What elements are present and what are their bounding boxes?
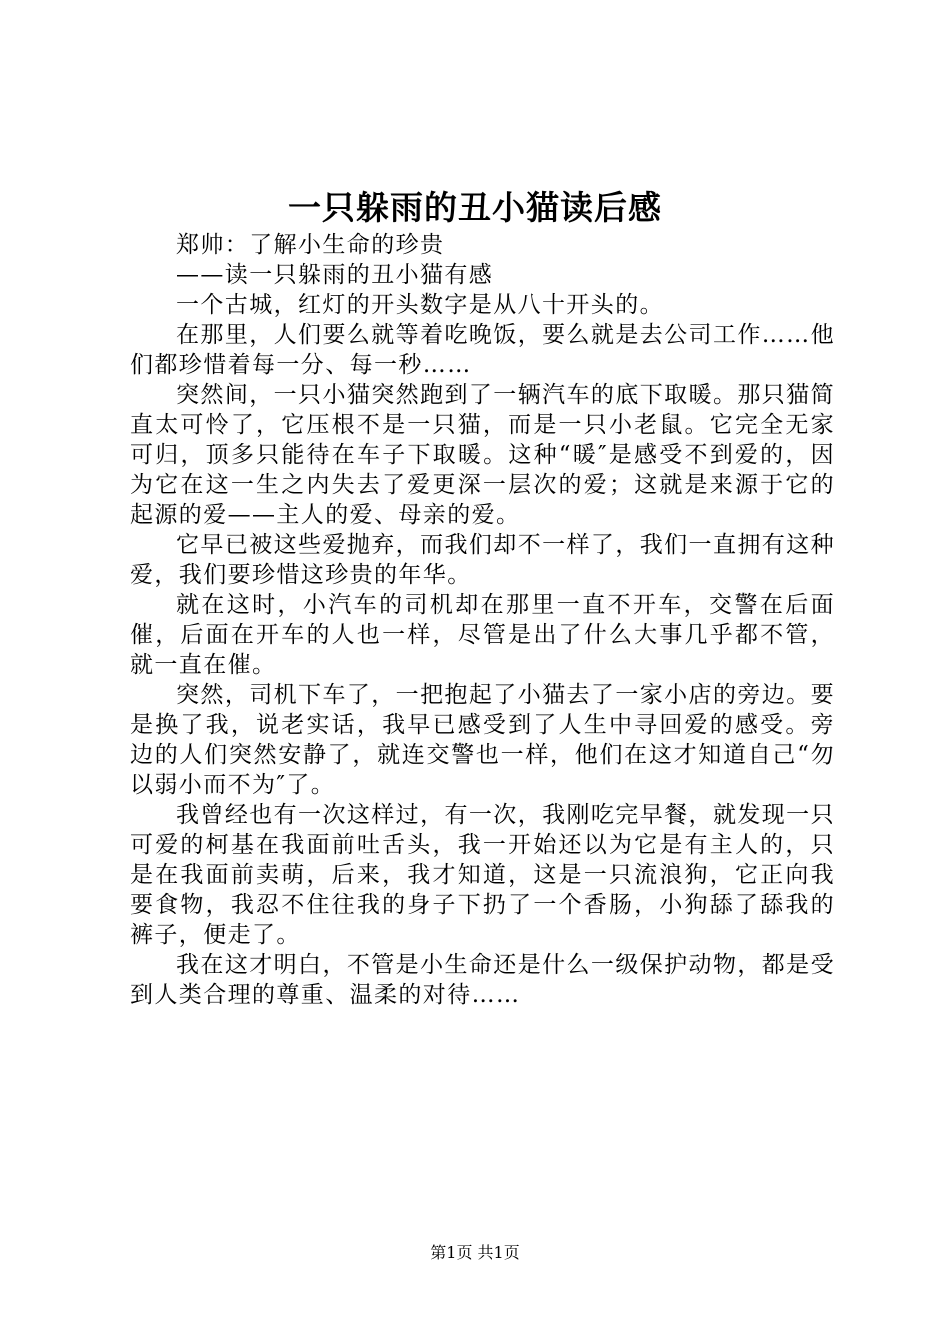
paragraph: 突然间，一只小猫突然跑到了一辆汽车的底下取暖。那只猫简直太可怜了，它压根不是一只猫，而是一只小老鼠。它完全无家可归，顶多只能待在车子下取暖。这种“暖″是感受不到爱的，因为它在这一生之内失去了爱更深一层次的爱；这就是来源于它的起源的爱——主人的爱、母亲的爱。 <box>130 382 835 528</box>
paragraph: 它早已被这些爱抛弃，而我们却不一样了，我们一直拥有这种爱，我们要珍惜这珍贵的年华。 <box>130 532 835 588</box>
page-footer: 第1页 共1页 <box>430 1243 520 1262</box>
paragraph-subtitle: ——读一只躲雨的丑小猫有感 <box>176 262 494 288</box>
paragraph: 突然，司机下车了，一把抱起了小猫去了一家小店的旁边。要是换了我，说老实话，我早已感受到了人生中寻回爱的感受。旁边的人们突然安静了，就连交警也一样，他们在这才知道自己“勿以弱小而不为″了。 <box>130 682 835 798</box>
paragraph: 一个古城，红灯的开头数字是从八十开头的。 <box>176 292 664 318</box>
page-title: 一只躲雨的丑小猫读后感 <box>288 188 662 227</box>
paragraph: 就在这时，小汽车的司机却在那里一直不开车，交警在后面催，后面在开车的人也一样，尽管是出了什么大事几乎都不管，就一直在催。 <box>130 592 835 678</box>
paragraph: 我曾经也有一次这样过，有一次，我刚吃完早餐，就发现一只可爱的柯基在我面前吐舌头，我一开始还以为它是有主人的，只是在我面前卖萌，后来，我才知道，这是一只流浪狗，它正向我要食物，我忍不住往我的身子下扔了一个香肠，小狗舔了舔我的裤子，便走了。 <box>130 802 835 948</box>
document-body <box>130 230 835 1010</box>
paragraph-author: 郑帅：了解小生命的珍贵 <box>176 232 445 258</box>
paragraph: 在那里，人们要么就等着吃晚饭，要么就是去公司工作……他们都珍惜着每一分、每一秒…… <box>130 322 835 378</box>
paragraph: 我在这才明白，不管是小生命还是什么一级保护动物，都是受到人类合理的尊重、温柔的对待…… <box>130 952 835 1008</box>
